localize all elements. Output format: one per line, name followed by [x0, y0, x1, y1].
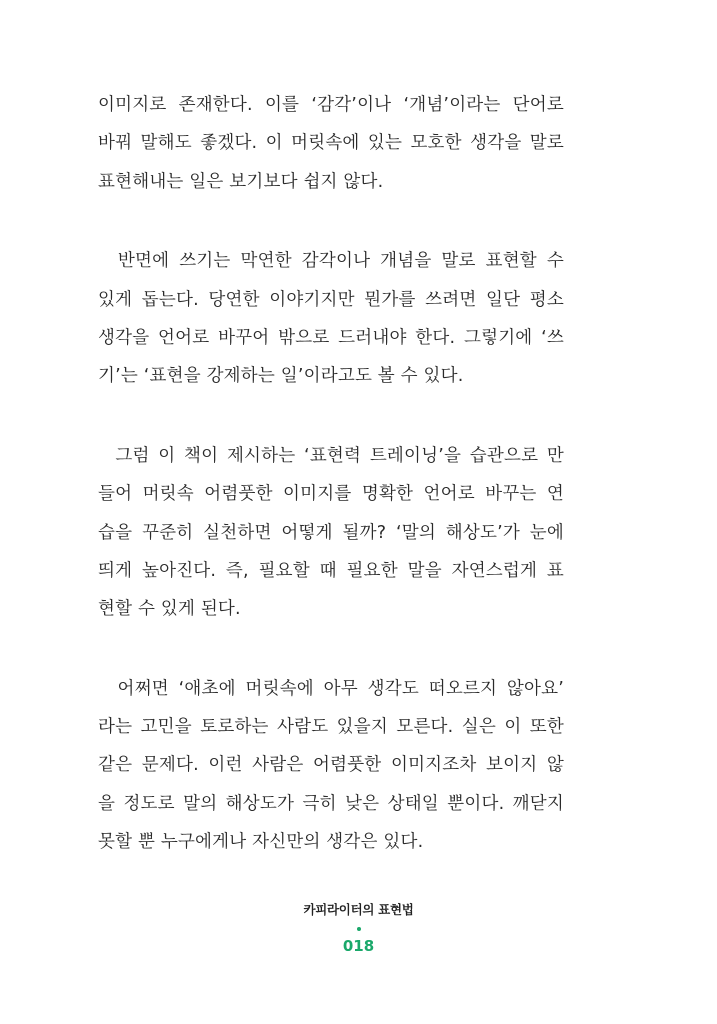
text-line: 을 정도로 말의 해상도가 극히 낮은 상태일 뿐이다. 깨닫지 [98, 793, 564, 814]
text-line: 있게 돕는다. 당연한 이야기지만 뭔가를 쓰려면 일단 평소 [98, 289, 564, 310]
paragraph-2 [98, 242, 564, 396]
page-footer [0, 901, 717, 956]
text-line: 표현해내는 일은 보기보다 쉽지 않다. [98, 171, 384, 192]
text-line: 못할 뿐 누구에게나 자신만의 생각은 있다. [98, 832, 424, 853]
text-line: 들어 머릿속 어렴풋한 이미지를 명확한 언어로 바꾸는 연 [98, 484, 564, 505]
text-line: 습을 꾸준히 실천하면 어떻게 될까? ‘말의 해상도’가 눈에 [98, 522, 564, 543]
page-number: 018 [342, 937, 375, 955]
text-line: 같은 문제다. 이런 사람은 어렴풋한 이미지조차 보이지 않 [98, 755, 564, 776]
text-line: 현할 수 있게 된다. [98, 599, 241, 620]
paragraph-1 [98, 86, 564, 201]
text-line: 그럼 이 책이 제시하는 ‘표현력 트레이닝’을 습관으로 만 [98, 445, 564, 466]
text-line: 어쩌면 ‘애초에 머릿속에 아무 생각도 떠오르지 않아요’ [98, 678, 564, 699]
text-line: 띄게 높아진다. 즉, 필요할 때 필요한 말을 자연스럽게 표 [98, 560, 564, 581]
text-line: 생각을 언어로 바꾸어 밖으로 드러내야 한다. 그렇기에 ‘쓰 [98, 327, 564, 348]
text-line: 바꿔 말해도 좋겠다. 이 머릿속에 있는 모호한 생각을 말로 [98, 133, 564, 154]
text-line: 반면에 쓰기는 막연한 감각이나 개념을 말로 표현할 수 [98, 251, 564, 272]
separator-dot-icon [357, 927, 361, 931]
paragraph-4 [98, 670, 564, 862]
text-line: 기’는 ‘표현을 강제하는 일’이라고도 볼 수 있다. [98, 366, 464, 387]
paragraph-3 [98, 437, 564, 629]
body-text [98, 86, 564, 903]
text-line: 이미지로 존재한다. 이를 ‘감각’이나 ‘개념’이라는 단어로 [98, 95, 564, 115]
book-title: 카피라이터의 표현법 [303, 902, 414, 917]
text-line: 라는 고민을 토로하는 사람도 있을지 모른다. 실은 이 또한 [98, 717, 564, 738]
